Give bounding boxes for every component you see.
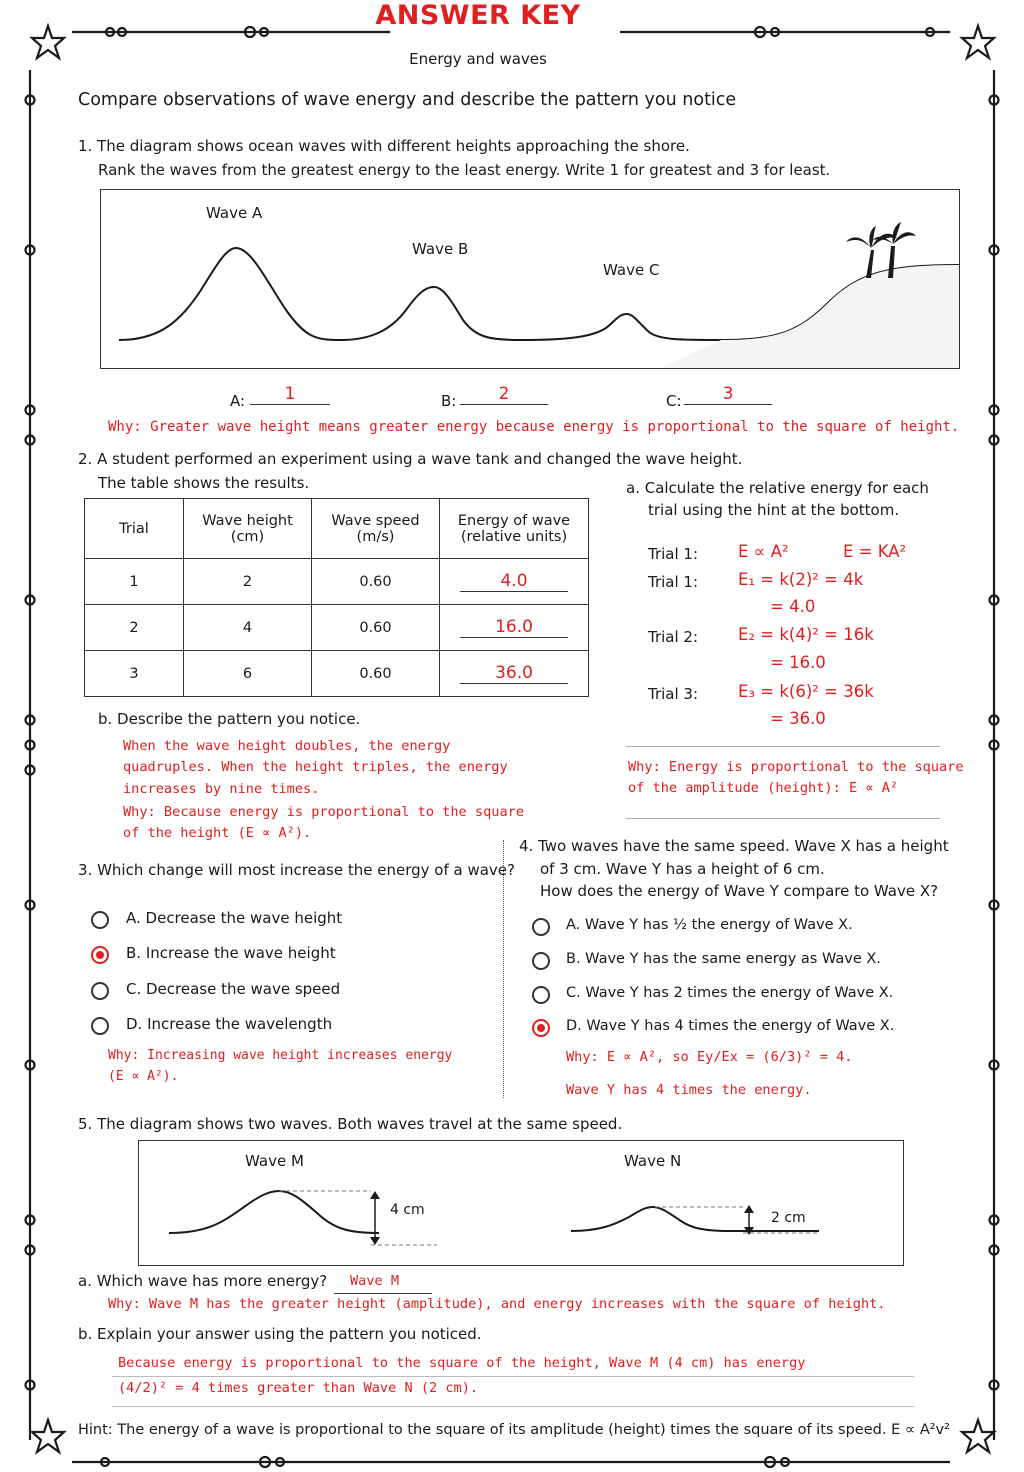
q4-option-d[interactable]: D. Wave Y has 4 times the energy of Wave X. — [566, 1018, 895, 1034]
calc-line: = 36.0 — [770, 709, 826, 728]
wave-m-label: Wave M — [245, 1152, 304, 1170]
q3-option-b[interactable]: B. Increase the wave height — [126, 944, 336, 962]
calc-label: Trial 2: — [648, 628, 699, 646]
calc-line: E₃ = k(6)² = 36k — [738, 682, 874, 701]
q4-option-a[interactable]: A. Wave Y has ½ the energy of Wave X. — [566, 917, 853, 933]
wave-b-label: Wave B — [412, 240, 469, 258]
q4-option-a-radio[interactable] — [532, 918, 550, 936]
q1-answer-a[interactable]: 1 — [250, 384, 330, 405]
q4-why-line2: Wave Y has 4 times the energy. — [566, 1082, 812, 1098]
page-title: ANSWER KEY — [375, 0, 581, 31]
energy-cell[interactable]: 16.0 — [460, 617, 568, 638]
q1-answer-c[interactable]: 3 — [684, 384, 772, 405]
energy-cell[interactable]: 4.0 — [460, 571, 568, 592]
q3-option-d[interactable]: D. Increase the wavelength — [126, 1015, 333, 1033]
q1-answer-b-label: B: — [441, 392, 457, 410]
calc-line: E₁ = k(2)² = 4k — [738, 570, 864, 589]
q2b-answer: increases by nine times. — [123, 781, 320, 797]
table-row: 2 4 0.60 16.0 — [85, 605, 589, 651]
hint-text: Hint: The energy of a wave is proportional to the square of its amplitude (height) times the square of its speed. E ∝ A²v² — [78, 1422, 950, 1438]
q2a-why-line2: of the amplitude (height): E ∝ A² — [628, 780, 899, 796]
q1-line2: Rank the waves from the greatest energy to the least energy. Write 1 for greatest and 3 for least. — [98, 161, 831, 179]
q1-answer-c-label: C: — [666, 392, 682, 410]
divider — [626, 818, 940, 819]
answer-line — [112, 1376, 914, 1377]
q4-option-c-radio[interactable] — [532, 986, 550, 1004]
calc-label: Trial 1: — [648, 545, 699, 563]
q2b-answer: When the wave height doubles, the energy — [123, 738, 451, 754]
q5a-why: Why: Wave M has the greater height (amplitude), and energy increases with the square of height. — [108, 1296, 886, 1312]
energy-cell[interactable]: 36.0 — [460, 663, 568, 684]
q2-line2: The table shows the results. — [98, 474, 310, 492]
page-subtitle: Energy and waves — [409, 50, 547, 68]
q4-line1: 4. Two waves have the same speed. Wave X has a height — [519, 837, 949, 855]
table-header: Wave height (cm) — [184, 499, 312, 559]
wave-m-height: 4 cm — [390, 1202, 425, 1218]
q4-option-c[interactable]: C. Wave Y has 2 times the energy of Wave X. — [566, 985, 894, 1001]
calc-line: = 16.0 — [770, 653, 826, 672]
q3-option-a-radio[interactable] — [91, 911, 109, 929]
q3-option-b-radio[interactable] — [91, 946, 109, 964]
q5b-answer-line2: (4/2)² = 4 times greater than Wave N (2 cm). — [118, 1380, 479, 1396]
q4-line2: of 3 cm. Wave Y has a height of 6 cm. — [540, 860, 825, 878]
table-row: 3 6 0.60 36.0 — [85, 651, 589, 697]
q4-why-line1: Why: E ∝ A², so Ey/Ex = (6/3)² = 4. — [566, 1049, 853, 1065]
divider — [626, 746, 940, 747]
q5b-answer-line1: Because energy is proportional to the square of the height, Wave M (4 cm) has energy — [118, 1355, 806, 1371]
q2a-why-line1: Why: Energy is proportional to the square — [628, 759, 964, 775]
table-header: Energy of wave (relative units) — [440, 499, 589, 559]
q3-question: 3. Which change will most increase the energy of a wave? — [78, 861, 515, 879]
q5-line1: 5. The diagram shows two waves. Both waves travel at the same speed. — [78, 1115, 623, 1133]
q2b-answer: quadruples. When the height triples, the energy — [123, 759, 508, 775]
q2b-answer: Why: Because energy is proportional to the square — [123, 804, 525, 820]
calc-label: Trial 1: — [648, 573, 699, 591]
wave-n-label: Wave N — [624, 1152, 682, 1170]
calc-label: Trial 3: — [648, 685, 699, 703]
wave-c-label: Wave C — [603, 261, 660, 279]
q1-line1: 1. The diagram shows ocean waves with different heights approaching the shore. — [78, 137, 690, 155]
section-heading: Compare observations of wave energy and describe the pattern you notice — [78, 90, 737, 110]
calc-formula: E = KA² — [843, 542, 907, 561]
wave-a-label: Wave A — [206, 204, 263, 222]
q1-answer-b[interactable]: 2 — [460, 384, 548, 405]
q4-option-b-radio[interactable] — [532, 952, 550, 970]
q2-line1: 2. A student performed an experiment using a wave tank and changed the wave height. — [78, 450, 743, 468]
q5a-answer[interactable]: Wave M — [350, 1273, 400, 1289]
table-header: Trial — [85, 499, 184, 559]
q2a-line1: a. Calculate the relative energy for each — [626, 479, 929, 497]
table-row: 1 2 0.60 4.0 — [85, 559, 589, 605]
q1-answer-a-label: A: — [230, 392, 246, 410]
q3-why-line2: (E ∝ A²). — [108, 1069, 179, 1084]
q2a-line2: trial using the hint at the bottom. — [648, 501, 900, 519]
table-header: Wave speed (m/s) — [312, 499, 440, 559]
q5b-label: b. Explain your answer using the pattern you noticed. — [78, 1325, 482, 1343]
q3-option-c[interactable]: C. Decrease the wave speed — [126, 980, 341, 998]
wave-n-height: 2 cm — [771, 1210, 806, 1226]
calc-line: = 4.0 — [770, 597, 816, 616]
answer-line — [112, 1406, 914, 1407]
calc-formula: E ∝ A² — [738, 542, 789, 561]
q5a-label: a. Which wave has more energy? — [78, 1272, 328, 1290]
q3-why-line1: Why: Increasing wave height increases energy — [108, 1048, 453, 1063]
q3-option-a[interactable]: A. Decrease the wave height — [126, 909, 343, 927]
q4-option-d-radio[interactable] — [532, 1019, 550, 1037]
q1-why: Why: Greater wave height means greater energy because energy is proportional to the square of height. — [108, 419, 960, 435]
results-table — [84, 498, 589, 697]
calc-line: E₂ = k(4)² = 16k — [738, 625, 874, 644]
q2b-answer: of the height (E ∝ A²). — [123, 825, 312, 841]
q3-option-c-radio[interactable] — [91, 982, 109, 1000]
q3-option-d-radio[interactable] — [91, 1017, 109, 1035]
q2b-label: b. Describe the pattern you notice. — [98, 710, 361, 728]
q4-option-b[interactable]: B. Wave Y has the same energy as Wave X. — [566, 951, 881, 967]
q4-line3: How does the energy of Wave Y compare to Wave X? — [540, 882, 939, 900]
